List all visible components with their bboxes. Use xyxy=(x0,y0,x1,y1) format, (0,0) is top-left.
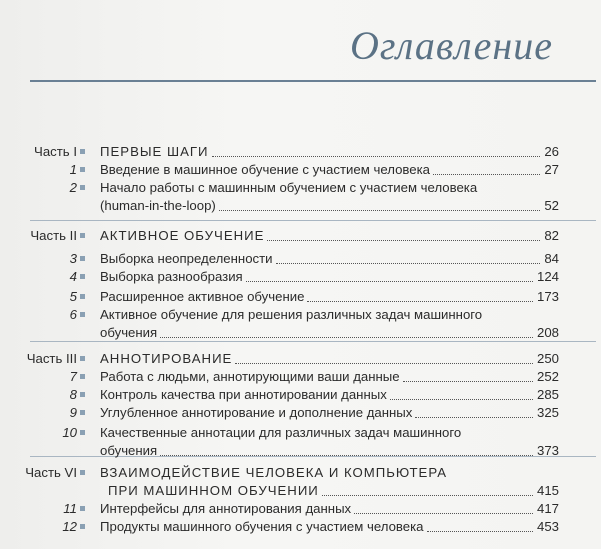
dot-leader xyxy=(322,495,533,496)
dot-leader xyxy=(160,455,533,456)
chapter-title-line2: обучения xyxy=(100,443,158,458)
dot-leader xyxy=(427,531,533,532)
dot-leader xyxy=(160,337,533,338)
chapter-number: 5 xyxy=(69,289,77,304)
page-number: 208 xyxy=(536,325,559,340)
part-label: Часть II xyxy=(30,228,77,243)
square-bullet-icon xyxy=(80,294,85,299)
chapter-number: 6 xyxy=(69,307,77,322)
chapter-number: 4 xyxy=(69,269,77,284)
part-label: Часть VI xyxy=(25,465,77,480)
chapter-number: 10 xyxy=(62,425,77,440)
dot-leader xyxy=(403,381,533,382)
square-bullet-icon xyxy=(80,185,85,190)
dot-leader xyxy=(307,301,533,302)
chapter-number: 3 xyxy=(69,251,77,266)
chapter-title: Углубленное аннотирование и дополнение данных xyxy=(100,405,413,420)
chapter-number: 2 xyxy=(69,180,77,195)
chapter-title: Выборка разнообразия xyxy=(100,269,243,284)
dot-leader xyxy=(235,363,533,364)
dot-leader xyxy=(433,174,540,175)
page-number: 26 xyxy=(544,144,559,159)
page-number: 84 xyxy=(544,251,559,266)
square-bullet-icon xyxy=(80,356,85,361)
square-bullet-icon xyxy=(80,312,85,317)
page-number: 124 xyxy=(536,269,559,284)
part-title: АКТИВНОЕ ОБУЧЕНИЕ xyxy=(100,228,265,243)
square-bullet-icon xyxy=(80,374,85,379)
square-bullet-icon xyxy=(80,524,85,529)
part-title: ВЗАИМОДЕЙСТВИЕ ЧЕЛОВЕКА И КОМПЬЮТЕРА xyxy=(100,465,448,480)
square-bullet-icon xyxy=(80,167,85,172)
page-title: Оглавление xyxy=(349,23,553,68)
chapter-title: Выборка неопределенности xyxy=(100,251,273,266)
square-bullet-icon xyxy=(80,470,85,475)
page-number: 373 xyxy=(536,443,559,458)
chapter-title: Работа с людьми, аннотирующими ваши данные xyxy=(100,369,400,384)
page-number: 252 xyxy=(536,369,559,384)
dot-leader xyxy=(267,240,540,241)
chapter-number: 12 xyxy=(62,519,77,534)
chapter-number: 11 xyxy=(63,501,77,516)
chapter-title: Начало работы с машинным обучением с участием человека xyxy=(100,180,478,195)
chapter-number: 9 xyxy=(69,405,77,420)
dot-leader xyxy=(390,399,533,400)
page-number: 27 xyxy=(544,162,559,177)
dot-leader xyxy=(276,263,541,264)
square-bullet-icon xyxy=(80,274,85,279)
page-number: 325 xyxy=(536,405,559,420)
chapter-number: 8 xyxy=(69,387,77,402)
chapter-title: Активное обучение для решения различных задач машинного xyxy=(100,307,483,322)
part-label: Часть III xyxy=(26,351,77,366)
dot-leader xyxy=(415,417,533,418)
dot-leader xyxy=(219,210,541,211)
page-number: 52 xyxy=(544,198,559,213)
page-number: 415 xyxy=(536,483,559,498)
dot-leader xyxy=(246,281,533,282)
dot-leader xyxy=(354,513,533,514)
square-bullet-icon xyxy=(80,410,85,415)
chapter-title: Расширенное активное обучение xyxy=(100,289,305,304)
page-number: 82 xyxy=(544,228,559,243)
page-number: 173 xyxy=(536,289,559,304)
part-title-line2: ПРИ МАШИННОМ ОБУЧЕНИИ xyxy=(108,483,319,498)
square-bullet-icon xyxy=(80,430,85,435)
chapter-number: 7 xyxy=(69,369,77,384)
square-bullet-icon xyxy=(80,233,85,238)
chapter-title: Качественные аннотации для различных задач машинного xyxy=(100,425,462,440)
page-number: 453 xyxy=(536,519,559,534)
chapter-title: Интерфейсы для аннотирования данных xyxy=(100,501,352,516)
chapter-title: Контроль качества при аннотировании данных xyxy=(100,387,387,402)
chapter-title: Продукты машинного обучения с участием человека xyxy=(100,519,424,534)
square-bullet-icon xyxy=(80,149,85,154)
part-separator xyxy=(30,220,596,221)
square-bullet-icon xyxy=(80,506,85,511)
chapter-title: Введение в машинное обучение с участием человека xyxy=(100,162,430,177)
page-number: 285 xyxy=(536,387,559,402)
square-bullet-icon xyxy=(80,392,85,397)
chapter-title-line2: (human-in-the-loop) xyxy=(100,198,216,213)
part-title: ПЕРВЫЕ ШАГИ xyxy=(100,144,209,159)
part-label: Часть I xyxy=(34,144,77,159)
dot-leader xyxy=(212,156,541,157)
page-number: 417 xyxy=(536,501,559,516)
chapter-number: 1 xyxy=(69,162,77,177)
part-title: АННОТИРОВАНИЕ xyxy=(100,351,233,366)
chapter-title-line2: обучения xyxy=(100,325,158,340)
square-bullet-icon xyxy=(80,256,85,261)
page-number: 250 xyxy=(536,351,559,366)
